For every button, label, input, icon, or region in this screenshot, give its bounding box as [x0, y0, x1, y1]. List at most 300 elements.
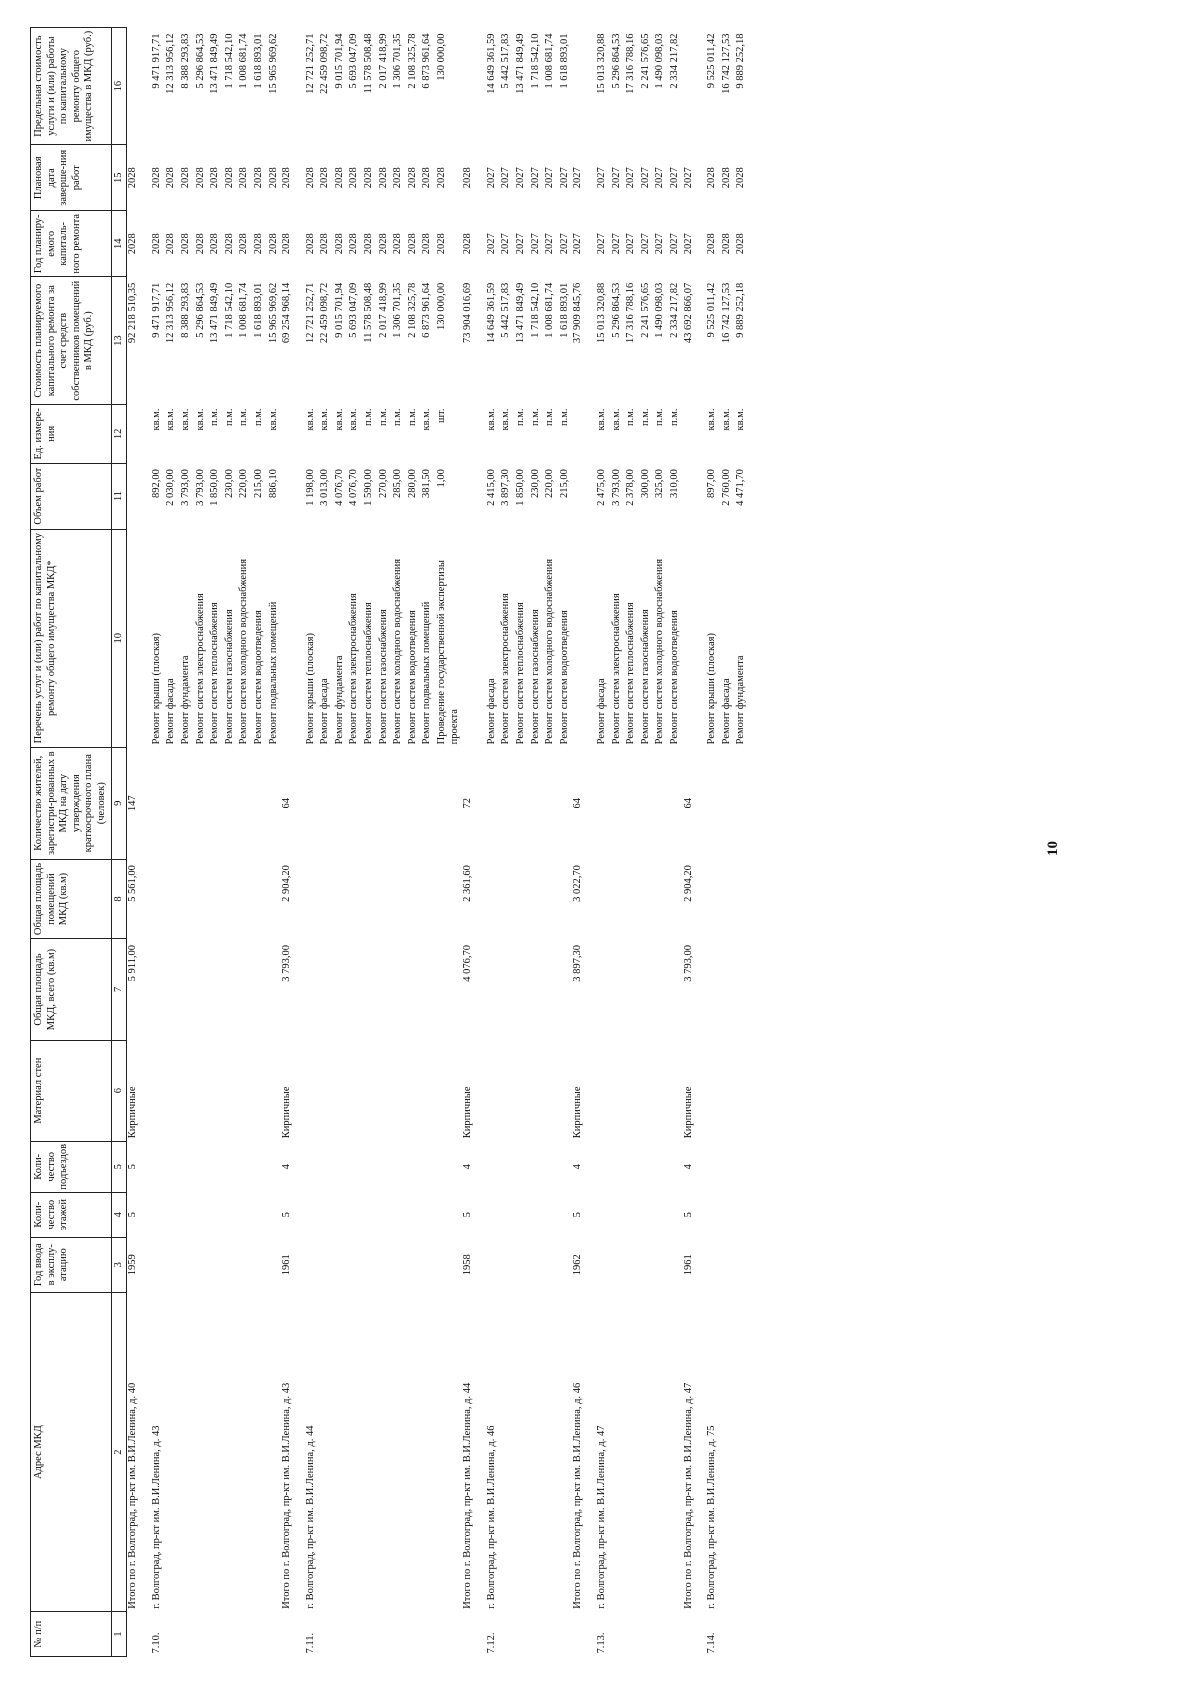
- cell-plan-date: 2027: [572, 167, 584, 189]
- cell-entr: [252, 1141, 267, 1192]
- page-number: 10: [1045, 841, 1061, 856]
- cell-work: Ремонт крыши (плоская): [150, 633, 162, 745]
- cell-work: [572, 529, 585, 747]
- cell-floors: [705, 1192, 720, 1237]
- cell-plan-date: 2028: [194, 167, 206, 189]
- cell-people: [543, 747, 558, 859]
- cell-plan-date: 2028: [150, 167, 162, 189]
- cell-mat: [179, 1040, 194, 1141]
- cell-floors: [499, 1192, 514, 1237]
- cell-plan-date: 2027: [558, 167, 570, 189]
- spacer-cell: [140, 28, 150, 1657]
- cell-cost: 2 334 217,82: [668, 282, 680, 338]
- cell-work: Ремонт крыши (плоская): [304, 633, 316, 745]
- header-cell: № п/п: [31, 1612, 112, 1657]
- cell-floors: [267, 1192, 282, 1237]
- cell-plan-year: 2028: [421, 233, 433, 255]
- cell-addr: [720, 1292, 735, 1611]
- cell-cost: 73 904 016,69: [462, 282, 474, 344]
- cell-plan-date: 2027: [595, 167, 607, 189]
- cell-vol: 2 378,00: [625, 469, 637, 506]
- cell-people: [514, 747, 529, 859]
- cell-parea: [208, 859, 223, 939]
- cell-parea: [499, 859, 514, 939]
- cell-no: [514, 1612, 529, 1657]
- cell-year: 1958: [462, 1254, 474, 1276]
- cell-unit: п.м.: [654, 408, 666, 427]
- cell-people: [499, 747, 514, 859]
- cell-no: [194, 1612, 209, 1657]
- cell-cost: 5 693 047,09: [348, 282, 360, 338]
- cell-mat: [720, 1040, 735, 1141]
- cell-plan-year: 2028: [179, 233, 191, 255]
- cell-people: [668, 747, 683, 859]
- cell-unit: кв.м.: [333, 408, 345, 431]
- cell-unit: п.м.: [558, 408, 570, 427]
- cell-parea: 2 904,20: [281, 865, 293, 902]
- cell-work: Ремонт систем холодного водоснабжения: [238, 558, 250, 745]
- column-number: 4: [111, 1192, 127, 1237]
- row-spacer: [140, 28, 150, 1657]
- cell-limit: 5 442 517,83: [500, 33, 512, 89]
- cell-unit: [683, 405, 696, 464]
- cell-addr: [653, 1292, 668, 1611]
- cell-floors: [653, 1192, 668, 1237]
- cell-people: [420, 747, 435, 859]
- cell-mat: [252, 1040, 267, 1141]
- cell-year: [668, 1237, 683, 1292]
- cell-addr: [543, 1292, 558, 1611]
- cell-area: [377, 939, 392, 1040]
- cell-people: [595, 747, 610, 859]
- cell-plan-date: 2028: [735, 167, 747, 189]
- cell-vol: 2 030,00: [165, 469, 177, 506]
- cell-entr: [529, 1141, 544, 1192]
- cell-area: [543, 939, 558, 1040]
- column-number: 13: [111, 277, 127, 405]
- spacer-cell: [695, 28, 705, 1657]
- cell-people: [485, 747, 500, 859]
- cell-mat: [653, 1040, 668, 1141]
- cell-entr: [720, 1141, 735, 1192]
- cell-unit: п.м.: [223, 408, 235, 427]
- cell-plan-year: 2028: [127, 233, 139, 255]
- cell-vol: 1 590,00: [363, 469, 375, 506]
- cell-work: Ремонт фундамента: [735, 655, 747, 745]
- table-row: [150, 28, 165, 1657]
- cell-parea: [653, 859, 668, 939]
- cell-no: [347, 1612, 362, 1657]
- column-number: 9: [111, 747, 127, 859]
- cell-entr: [543, 1141, 558, 1192]
- table-row: [333, 28, 348, 1657]
- cell-floors: [164, 1192, 179, 1237]
- cell-parea: [333, 859, 348, 939]
- table-row: [304, 28, 319, 1657]
- cell-area: [237, 939, 252, 1040]
- cell-unit: кв.м.: [421, 408, 433, 431]
- header-cell: Адрес МКД: [31, 1292, 112, 1611]
- cell-addr: [529, 1292, 544, 1611]
- cell-addr: [333, 1292, 348, 1611]
- table-row: [362, 28, 377, 1657]
- cell-plan-date: 2028: [436, 167, 448, 189]
- cell-addr: [164, 1292, 179, 1611]
- column-number: 5: [111, 1141, 127, 1192]
- cell-area: [333, 939, 348, 1040]
- row-spacer: [475, 28, 485, 1657]
- cell-plan-year: 2028: [209, 233, 221, 255]
- cell-cost: 1 718 542,10: [223, 282, 235, 338]
- cell-cost: 1 618 893,01: [558, 282, 570, 338]
- table-row: [164, 28, 179, 1657]
- cell-vol: 230,00: [529, 469, 541, 498]
- cell-no: [734, 1612, 749, 1657]
- table-row: [595, 28, 610, 1657]
- cell-vol: 325,00: [654, 469, 666, 498]
- cell-no: [208, 1612, 223, 1657]
- cell-mat: [223, 1040, 238, 1141]
- cell-area: [558, 939, 573, 1040]
- cell-addr: [639, 1292, 654, 1611]
- cell-limit: 12 721 252,71: [304, 33, 316, 94]
- cell-unit: кв.м.: [304, 408, 316, 431]
- cell-year: [179, 1237, 194, 1292]
- cell-floors: [252, 1192, 267, 1237]
- cell-plan-year: 2028: [462, 233, 474, 255]
- cell-mat: Кирпичные: [572, 1086, 584, 1139]
- cell-parea: 2 361,60: [462, 865, 474, 902]
- cell-entr: [333, 1141, 348, 1192]
- cell-floors: [391, 1192, 406, 1237]
- cell-vol: 4 076,70: [348, 469, 360, 506]
- cell-cost: 2 108 325,78: [406, 282, 418, 338]
- cell-area: [362, 939, 377, 1040]
- cell-floors: [610, 1192, 625, 1237]
- cell-work: Ремонт систем газоснабжения: [639, 609, 651, 745]
- cell-entr: [362, 1141, 377, 1192]
- cell-floors: [668, 1192, 683, 1237]
- cell-limit: 12 313 956,12: [165, 33, 177, 94]
- cell-no: [223, 1612, 238, 1657]
- cell-area: [164, 939, 179, 1040]
- header-cell: Год планиру-емого капиталь-ного ремонта: [31, 211, 112, 277]
- cell-cost: 13 471 849,49: [515, 282, 526, 344]
- cell-parea: [223, 859, 238, 939]
- cell-area: [318, 939, 333, 1040]
- cell-cost: 1 008 681,74: [238, 282, 250, 338]
- row-spacer: [585, 28, 595, 1657]
- cell-cost: 13 471 849,49: [209, 282, 221, 344]
- cell-cost: 1 306 701,35: [392, 282, 404, 338]
- cell-vol: 1 850,00: [209, 469, 221, 506]
- cell-entr: [610, 1141, 625, 1192]
- cell-vol: 220,00: [544, 469, 556, 498]
- cell-entr: [595, 1141, 610, 1192]
- cell-mat: [499, 1040, 514, 1141]
- cell-limit: 5 296 864,53: [194, 33, 206, 89]
- total-row: [683, 28, 696, 1657]
- cell-year: [720, 1237, 735, 1292]
- cell-floors: 5: [127, 1212, 139, 1218]
- cell-plan-year: 2028: [436, 233, 448, 255]
- cell-parea: [485, 859, 500, 939]
- cell-limit: 1 718 542,10: [223, 33, 235, 89]
- cell-floors: [639, 1192, 654, 1237]
- cell-area: [734, 939, 749, 1040]
- header-cell: Плановая дата заверше-ния работ: [31, 145, 112, 211]
- cell-plan-date: 2028: [165, 167, 177, 189]
- cell-year: [705, 1237, 720, 1292]
- cell-cost: 15 013 320,88: [595, 282, 607, 344]
- cell-work: Ремонт фасада: [720, 678, 732, 745]
- cell-year: [223, 1237, 238, 1292]
- cell-floors: [179, 1192, 194, 1237]
- cell-floors: [406, 1192, 421, 1237]
- cell-no: [529, 1612, 544, 1657]
- cell-limit: 2 017 418,99: [377, 33, 389, 89]
- cell-limit: [683, 28, 696, 145]
- table-body: [127, 28, 749, 1657]
- cell-no: [333, 1612, 348, 1657]
- cell-limit: 9 015 701,94: [333, 33, 345, 89]
- cell-area: [252, 939, 267, 1040]
- cell-mat: [391, 1040, 406, 1141]
- cell-unit: [462, 405, 475, 464]
- cell-work: Ремонт систем электроснабжения: [500, 593, 512, 745]
- header-cell: Объем работ: [31, 463, 112, 529]
- cell-floors: [362, 1192, 377, 1237]
- cell-cost: 6 873 961,64: [421, 282, 433, 338]
- cell-unit: п.м.: [363, 408, 375, 427]
- cell-limit: 1 490 098,03: [654, 33, 666, 89]
- cell-people: [223, 747, 238, 859]
- cell-plan-date: 2027: [529, 167, 541, 189]
- cell-plan-year: 2028: [304, 233, 316, 255]
- cell-plan-year: 2028: [238, 233, 250, 255]
- cell-no: [624, 1612, 639, 1657]
- cell-work: [281, 529, 294, 747]
- cell-limit: 1 718 542,10: [529, 33, 541, 89]
- cell-unit: кв.м.: [150, 408, 162, 431]
- cell-no: 7.14.: [706, 1632, 718, 1654]
- cell-mat: [420, 1040, 435, 1141]
- cell-entr: [734, 1141, 749, 1192]
- cell-addr: [610, 1292, 625, 1611]
- cell-mat: [595, 1040, 610, 1141]
- cell-people: [435, 747, 462, 859]
- cell-people: 72: [462, 797, 474, 809]
- cell-vol: 3 793,00: [194, 469, 206, 506]
- cell-work: [683, 529, 696, 747]
- table-row: [391, 28, 406, 1657]
- cell-no: [237, 1612, 252, 1657]
- cell-year: [318, 1237, 333, 1292]
- cell-mat: [624, 1040, 639, 1141]
- cell-limit: [127, 28, 140, 145]
- cell-people: [391, 747, 406, 859]
- cell-mat: [333, 1040, 348, 1141]
- cell-plan-year: 2028: [252, 233, 264, 255]
- cell-work: Ремонт систем теплоснабжения: [625, 602, 637, 745]
- cell-plan-date: 2028: [392, 167, 404, 189]
- cell-year: [333, 1237, 348, 1292]
- cell-plan-year: 2028: [363, 233, 375, 255]
- cell-vol: 215,00: [558, 469, 570, 498]
- cell-area: [150, 939, 165, 1040]
- cell-entr: 4: [462, 1164, 474, 1170]
- cell-floors: [595, 1192, 610, 1237]
- cell-work: Ремонт подвальных помещений: [421, 601, 433, 745]
- cell-year: [499, 1237, 514, 1292]
- cell-year: [252, 1237, 267, 1292]
- cell-plan-year: 2028: [348, 233, 360, 255]
- cell-plan-date: 2028: [462, 167, 474, 189]
- cell-mat: [558, 1040, 573, 1141]
- cell-entr: 4: [281, 1164, 293, 1170]
- cell-addr: Итого по г. Волгоград, пр-кт им. В.И.Ленина, д. 40: [127, 1382, 139, 1609]
- cell-cost: 9 471 917,71: [150, 282, 162, 338]
- cell-year: [558, 1237, 573, 1292]
- cell-year: [514, 1237, 529, 1292]
- cell-vol: 3 897,30: [500, 469, 512, 506]
- cell-mat: Кирпичные: [682, 1086, 694, 1139]
- cell-parea: [150, 859, 165, 939]
- cell-plan-year: 2028: [165, 233, 177, 255]
- cell-work: [127, 529, 140, 747]
- cell-limit: 1 618 893,01: [558, 33, 570, 89]
- cell-limit: 15 013 320,88: [595, 33, 607, 94]
- cell-parea: [318, 859, 333, 939]
- cell-mat: [377, 1040, 392, 1141]
- cell-people: 147: [127, 795, 139, 812]
- cell-plan-year: 2028: [392, 233, 404, 255]
- column-number: 1: [111, 1612, 127, 1657]
- cell-no: 7.12.: [485, 1632, 497, 1654]
- cell-plan-date: 2027: [654, 167, 666, 189]
- cell-unit: [572, 405, 585, 464]
- table-row: [705, 28, 720, 1657]
- table-row: [558, 28, 573, 1657]
- cell-plan-date: 2028: [209, 167, 221, 189]
- cell-parea: [734, 859, 749, 939]
- cell-plan-year: 2027: [500, 233, 512, 255]
- cell-people: [347, 747, 362, 859]
- cell-mat: [543, 1040, 558, 1141]
- cell-no: [668, 1612, 683, 1657]
- cell-entr: [179, 1141, 194, 1192]
- cell-unit: п.м.: [668, 408, 680, 427]
- cell-floors: 5: [682, 1212, 694, 1218]
- cell-parea: [391, 859, 406, 939]
- cell-no: [435, 1612, 462, 1657]
- total-row: [281, 28, 294, 1657]
- cell-floors: [485, 1192, 500, 1237]
- cell-no: [720, 1612, 735, 1657]
- cell-cost: 1 618 893,01: [252, 282, 264, 338]
- cell-entr: [194, 1141, 209, 1192]
- cell-year: [595, 1237, 610, 1292]
- cell-limit: 2 334 217,82: [668, 33, 680, 89]
- header-cell: Материал стен: [31, 1040, 112, 1141]
- cell-floors: [734, 1192, 749, 1237]
- cell-people: [164, 747, 179, 859]
- cell-plan-year: 2028: [706, 233, 718, 255]
- cell-floors: [720, 1192, 735, 1237]
- cell-limit: 2 241 576,65: [639, 33, 651, 89]
- cell-plan-date: 2028: [348, 167, 360, 189]
- cell-people: 64: [281, 797, 293, 809]
- cell-addr: [347, 1292, 362, 1611]
- cell-cost: 9 525 011,42: [706, 282, 718, 338]
- cell-parea: 2 904,20: [682, 865, 694, 902]
- cell-people: 64: [682, 797, 694, 809]
- cell-unit: кв.м.: [735, 408, 747, 431]
- cell-work: Ремонт систем холодного водоснабжения: [544, 558, 556, 745]
- cell-unit: п.м.: [639, 408, 651, 427]
- spacer-cell: [294, 28, 304, 1657]
- cell-vol: 1,00: [436, 469, 448, 488]
- column-number: 15: [111, 145, 127, 211]
- cell-people: [653, 747, 668, 859]
- cell-parea: [668, 859, 683, 939]
- cell-limit: 8 388 293,83: [179, 33, 191, 89]
- cell-plan-year: 2027: [515, 233, 526, 255]
- cell-parea: [529, 859, 544, 939]
- cell-limit: [572, 28, 585, 145]
- cell-parea: [705, 859, 720, 939]
- cell-cost: 1 718 542,10: [529, 282, 541, 338]
- cell-vol: 270,00: [377, 469, 389, 498]
- cell-limit: 22 459 098,72: [319, 33, 331, 94]
- cell-work: [462, 529, 475, 747]
- cell-addr: [499, 1292, 514, 1611]
- cell-year: 1959: [127, 1254, 139, 1276]
- cell-floors: [208, 1192, 223, 1237]
- cell-year: 1962: [572, 1254, 584, 1276]
- cell-area: [705, 939, 720, 1040]
- cell-vol: 4 076,70: [333, 469, 345, 506]
- cell-year: [406, 1237, 421, 1292]
- cell-addr: Итого по г. Волгоград, пр-кт им. В.И.Ленина, д. 46: [572, 1382, 584, 1609]
- cell-plan-date: 2028: [127, 167, 139, 189]
- cell-cost: 11 578 508,48: [363, 282, 375, 343]
- cell-area: [208, 939, 223, 1040]
- cell-area: [304, 939, 319, 1040]
- cell-area: [668, 939, 683, 1040]
- cell-parea: [252, 859, 267, 939]
- cell-parea: 5 561,00: [127, 865, 139, 902]
- cell-unit: п.м.: [209, 408, 221, 427]
- cell-plan-year: 2027: [544, 233, 556, 255]
- cell-entr: [377, 1141, 392, 1192]
- table-row: [529, 28, 544, 1657]
- table-row: [610, 28, 625, 1657]
- cell-area: [420, 939, 435, 1040]
- cell-unit: кв.м.: [595, 408, 607, 431]
- cell-mat: [304, 1040, 319, 1141]
- cell-work: Ремонт систем газоснабжения: [377, 609, 389, 745]
- cell-cost: 9 889 252,18: [735, 282, 747, 338]
- cell-floors: [150, 1192, 165, 1237]
- cell-entr: [347, 1141, 362, 1192]
- cell-vol: 886,10: [267, 469, 279, 498]
- cell-vol: 897,00: [706, 469, 718, 498]
- cell-unit: [127, 405, 140, 464]
- total-row: [572, 28, 585, 1657]
- cell-people: [194, 747, 209, 859]
- cell-plan-date: 2028: [406, 167, 418, 189]
